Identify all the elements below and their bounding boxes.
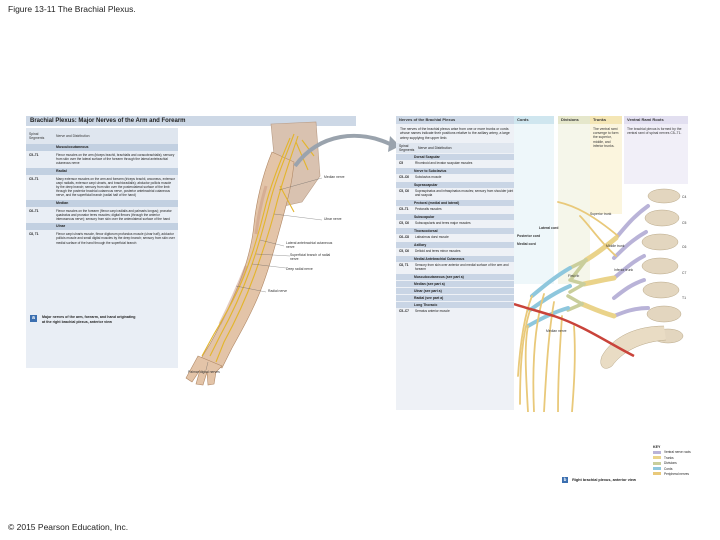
label-lateral-cord: Lateral cord [539, 226, 559, 230]
col-trunks-header: Trunks [590, 116, 622, 124]
distribution: Deltoid and teres minor muscles [415, 249, 461, 254]
col-cords-header: Cords [514, 116, 554, 124]
label-deep-radial: Deep radial nerve [286, 267, 313, 271]
distribution: Many extensor muscles on the arm and forearm (triceps brachii, anconeus, extensor carpi radialis, extensor carpi ulnaris, and brachioradialis); abductor pollicis muscle by the deep branch; sensory from skin over the posterolateral surface of the limb through the posterior brachial cutaneous nerve, posterior antebrachial cutaneous nerve, and the superficial branch (radial half of the hand) [56, 176, 175, 198]
table-header [26, 128, 178, 144]
segment: C5, C6 [399, 189, 409, 194]
segment: C6–C8 [399, 235, 409, 240]
label-c5: C5 [682, 221, 687, 225]
table-row [396, 234, 514, 241]
section-title: Musculocutaneous [26, 144, 178, 151]
copyright: © 2015 Pearson Education, Inc. [8, 522, 129, 532]
right-panel [396, 116, 688, 412]
col-segments: Spinal Segments [399, 143, 415, 152]
table-row [396, 308, 514, 315]
table-row [396, 206, 514, 213]
section-title: Thoracodorsal [396, 228, 514, 234]
distribution: Pectoralis muscles [415, 207, 442, 212]
segment: C5–C6 [399, 175, 409, 180]
key-swatch [653, 467, 661, 470]
label-c6: C6 [682, 245, 687, 249]
table-header [396, 143, 514, 153]
label-radial-nerve: Radial nerve [268, 289, 288, 293]
label-c4: C4 [682, 195, 687, 199]
section-title: Dorsal Scapular [396, 154, 514, 160]
distribution: Latissimus dorsi muscle [415, 235, 449, 240]
key-swatch [653, 451, 661, 454]
caption-badge: a [30, 315, 37, 322]
distribution: Rhomboid and levator scapulae muscles [415, 161, 473, 166]
table-row [396, 188, 514, 199]
cords [528, 268, 570, 326]
table-row [26, 230, 178, 247]
label-median-nerve: Median nerve [546, 329, 567, 333]
slide-title: Figure 13-11 The Brachial Plexus. [8, 4, 136, 14]
label-c7: C7 [682, 271, 687, 275]
col-segments: Spinal Segments [29, 132, 45, 140]
label-middle-trunk: Middle trunk [606, 244, 625, 248]
key-label: Trunks [664, 455, 674, 460]
key-item [653, 456, 697, 460]
left-panel-header: Brachial Plexus: Major Nerves of the Arm and Forearm [26, 116, 356, 126]
key-item [653, 461, 697, 465]
distribution: Subclavius muscle [415, 175, 442, 180]
label-t1: T1 [682, 296, 686, 300]
key-label: Ventral nerve roots [664, 450, 691, 455]
section-title: Nerve to Subclavius [396, 168, 514, 174]
section-title: Suprascapular [396, 182, 514, 188]
section-title: Ulnar [26, 223, 178, 230]
segment: C5 [399, 161, 404, 166]
arm-shape [200, 152, 294, 368]
right-rows [396, 154, 514, 315]
key-item [653, 467, 697, 471]
section-title: Subscapular [396, 214, 514, 220]
label-medial-cord: Medial cord [517, 242, 536, 246]
key-swatch [653, 462, 661, 465]
key-label: Divisions [664, 461, 677, 466]
distribution: Subscapularis and teres major muscles [415, 221, 471, 226]
distribution: Flexor muscles on the arm (biceps brachii, brachialis and coracobrachialis); sensory from skin over the lateral surface of the forearm through the lateral antebrachial cutaneous nerve [56, 153, 175, 166]
segment: C5–T1 [399, 207, 409, 212]
vertebrae [642, 189, 683, 343]
segment: C5, C6 [399, 221, 409, 226]
distribution: Flexor carpi ulnaris muscle, flexor digitorum profundus muscle (ulnar half), adductor pollicis muscle and small digital muscles by the deep branch; sensory from skin over medial surface of the hand through the superficial branch [56, 232, 175, 245]
caption-text: Right brachial plexus, anterior view [572, 478, 636, 482]
key-swatch [653, 456, 661, 459]
ventral-roots [614, 206, 648, 316]
key-label: Cords [664, 466, 673, 471]
connector-arrow [290, 126, 400, 176]
col-nerve: Nerve and Distribution [56, 134, 90, 138]
segment: C5–T1 [29, 176, 39, 181]
section-title: Musculocutaneous (see part a) [396, 274, 514, 280]
first-rib [601, 326, 666, 368]
trunks [582, 238, 616, 316]
label-ulnar-nerve: Ulnar nerve [324, 217, 342, 221]
col-divisions-header: Divisions [558, 116, 590, 124]
col-nerve: Nerve and Distribution [418, 145, 452, 150]
label-lateral-antebrachial: Lateral antebrachial cutaneous nerve [286, 241, 333, 249]
distribution: Supraspinatus and infraspinatus muscles; sensory from shoulder joint and scapula [415, 189, 514, 198]
section-title: Pectoral (medial and lateral) [396, 200, 514, 206]
distribution: Sensory from skin over anterior and medial surface of the arm and forearm [415, 263, 509, 272]
table-row [396, 220, 514, 227]
label-inferior-trunk: Inferior trunk [614, 268, 634, 272]
table-row [26, 207, 178, 224]
label-superficial-radial: Superficial branch of radial nerve [290, 253, 331, 261]
legend-key [653, 445, 697, 485]
label-superior-trunk: Superior trunk [590, 212, 612, 216]
key-item [653, 472, 697, 476]
col-nerves-header: Nerves of the Brachial Plexus [396, 116, 514, 124]
key-item [653, 450, 697, 454]
section-title: Long Thoracic [396, 302, 514, 308]
key-title: KEY [653, 445, 661, 449]
col-rami-header: Ventral Rami Roots [624, 116, 688, 124]
rami-description: The brachial plexus is formed by the ventral rami of spinal nerves C5–T1. [627, 127, 682, 136]
segment: C5, C6 [399, 249, 409, 254]
figure-caption-a [32, 315, 137, 324]
table-row [396, 248, 514, 255]
section-title: Median (see part a) [396, 281, 514, 287]
table-row [396, 160, 514, 167]
section-title: Ulnar (see part a) [396, 288, 514, 294]
label-first-rib: First rib [568, 274, 580, 278]
distribution: Flexor muscles on the forearm (flexor carpi radialis and palmaris longus); pronator quadratus and pronator teres muscles; digital flexors (through the anterior interosseous nerve); sensory from skin over the anterolateral surface of the hand [56, 208, 172, 222]
label-median-nerve: Median nerve [324, 175, 345, 179]
table-row [396, 262, 514, 273]
label-palmar-digital: Palmar digital nerves [188, 370, 220, 374]
intro-text: The nerves of the brachial plexus arise from one or more trunks or cords whose names indicate their positions relative to the axillary artery, a large artery supplying the upper limb. [400, 127, 510, 140]
segment: C6–T1 [29, 208, 39, 213]
section-title: Radial (see part a) [396, 295, 514, 301]
label-posterior-cord: Posterior cord [517, 234, 541, 238]
key-label: Peripheral nerves [664, 471, 689, 476]
section-title: Radial [26, 168, 178, 175]
segment: C5–C7 [399, 309, 409, 314]
segment: C8, T1 [399, 263, 409, 268]
nerve-table-left [26, 128, 178, 368]
distribution: Serratus anterior muscle [415, 309, 450, 314]
caption-badge: b [563, 477, 567, 482]
table-row [26, 175, 178, 200]
segment: C8, T1 [29, 232, 39, 237]
section-title: Medial Antebrachial Cutaneous [396, 256, 514, 262]
segment: C5–T1 [29, 153, 39, 157]
table-row [26, 151, 178, 168]
figure-caption-b [562, 477, 636, 483]
trunks-description: The ventral rami converge to form the superior, middle, and inferior trunks. [593, 127, 619, 148]
key-swatch [653, 472, 661, 475]
section-title: Axillary [396, 242, 514, 248]
section-title: Median [26, 200, 178, 207]
table-row [396, 174, 514, 181]
caption-text: Major nerves of the arm, forearm, and hand originating at the right brachial plexus, anterior view [42, 315, 136, 324]
nerve-table-right [396, 124, 514, 410]
